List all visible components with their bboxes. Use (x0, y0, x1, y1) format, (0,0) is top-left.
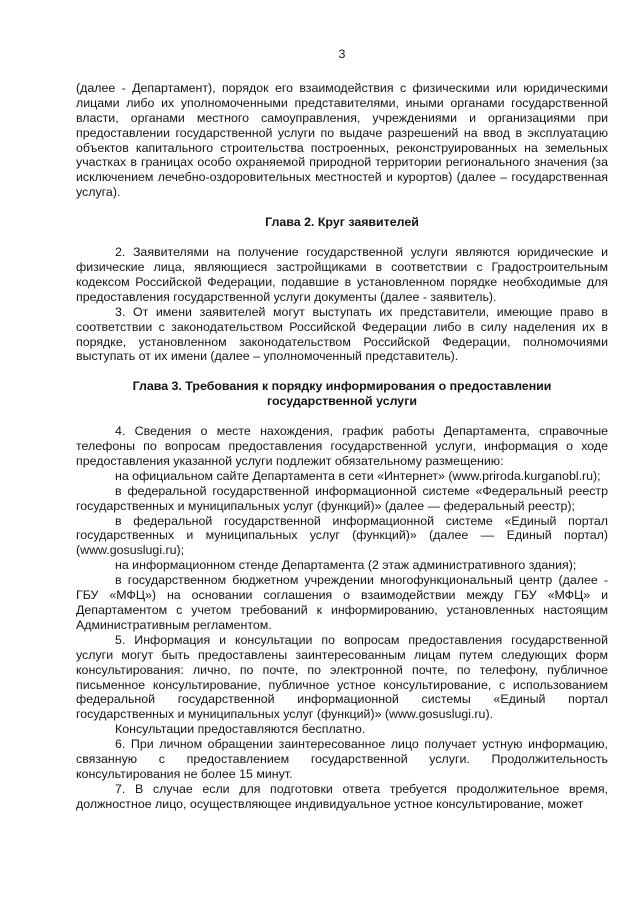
paragraph-5-free: Консультации предоставляются бесплатно. (115, 722, 366, 737)
list-item-unified-portal: в федеральной государственной информационной системе «Единый портал государственных и муниципальных услуг (функций)» (далее –– Единый портал) (www.gosuslugi.ru); (76, 513, 608, 558)
chapter-3-title (76, 379, 608, 409)
paragraph-2: 2. Заявителями на получение государственной услуги являются юридические и физические лица, являющиеся застройщиками в соответствии с Градостроительным кодексом Российской Федерации, подавшие в установленном порядке необходимые для предоставления государственной услуги документы (далее - заявитель). (76, 245, 608, 304)
list-item-info-stand: на информационном стенде Департамента (2 этаж административного здания); (115, 558, 577, 573)
list-item-mfc: в государственном бюджетном учреждении многофункциональный центр (далее - ГБУ «МФЦ») на основании соглашения о взаимодействии между ГБУ «МФЦ» и Департаментом с учетом требований к информированию, установленных настоящим Административным регламентом. (76, 573, 608, 632)
paragraph-5: 5. Информация и консультации по вопросам предоставления государственной услуги могут быть предоставлены заинтересованным лицам путем следующих форм консультирования: лично, по почте, по электронной почте, по телефону, публичное письменное консультирование, публичное устное консультирование, с использованием федеральной государственной информационной системы «Единый портал государственных и муниципальных услуг (функций)» (www.gosuslugi.ru). (76, 632, 608, 722)
chapter-3-title-line-1: Глава 3. Требования к порядку информирования о предоставлении (132, 379, 552, 394)
paragraph-7: 7. В случае если для подготовки ответа требуется продолжительное время, должностное лицо, осуществляющее индивидуальное устное консультирование, может (76, 781, 608, 811)
page-number: 3 (338, 47, 346, 61)
chapter-3-title-line-2: государственной услуги (267, 394, 417, 409)
paragraph-6: 6. При личном обращении заинтересованное лицо получает устную информацию, связанную с предоставлением государственной услуги. Продолжительность консультирования не более 15 минут. (76, 737, 608, 781)
list-item-official-site: на официальном сайте Департамента в сети «Интернет» (www.priroda.kurganobl.ru); (115, 468, 601, 483)
paragraph-4: 4. Сведения о месте нахождения, график работы Департамента, справочные телефоны по вопросам предоставления государственной услуги, информация о ходе предоставления указанной услуги подлежит обязательному размещению: (76, 424, 608, 468)
list-item-federal-registry: в федеральной государственной информационной системе «Федеральный реестр государственных и муниципальных услуг (функций)» (далее — федеральный реестр); (76, 483, 608, 513)
chapter-2-title: Глава 2. Круг заявителей (265, 215, 419, 230)
paragraph-3: 3. От имени заявителей могут выступать их представители, имеющие право в соответствии с законодательством Российской Федерации либо в силу наделения их в порядке, установленном законодательством Российской Федерации, полномочиями выступать от их имени (далее – уполномоченный представитель). (76, 304, 608, 364)
intro-paragraph: (далее - Департамент), порядок его взаимодействия с физическими или юридическими лицами либо их уполномоченными представителями, иными органами государственной власти, органами местного самоуправления, учреждениями и организациями при предоставлении государственной услуги по выдаче разрешений на ввод в эксплуатацию объектов капитального строительства построенных, реконструированных на земельных участках в границах особо охраняемой природной территории регионального значения (за исключением лечебно-оздоровительных местностей и курортов) (далее – государственная услуга). (76, 80, 608, 200)
